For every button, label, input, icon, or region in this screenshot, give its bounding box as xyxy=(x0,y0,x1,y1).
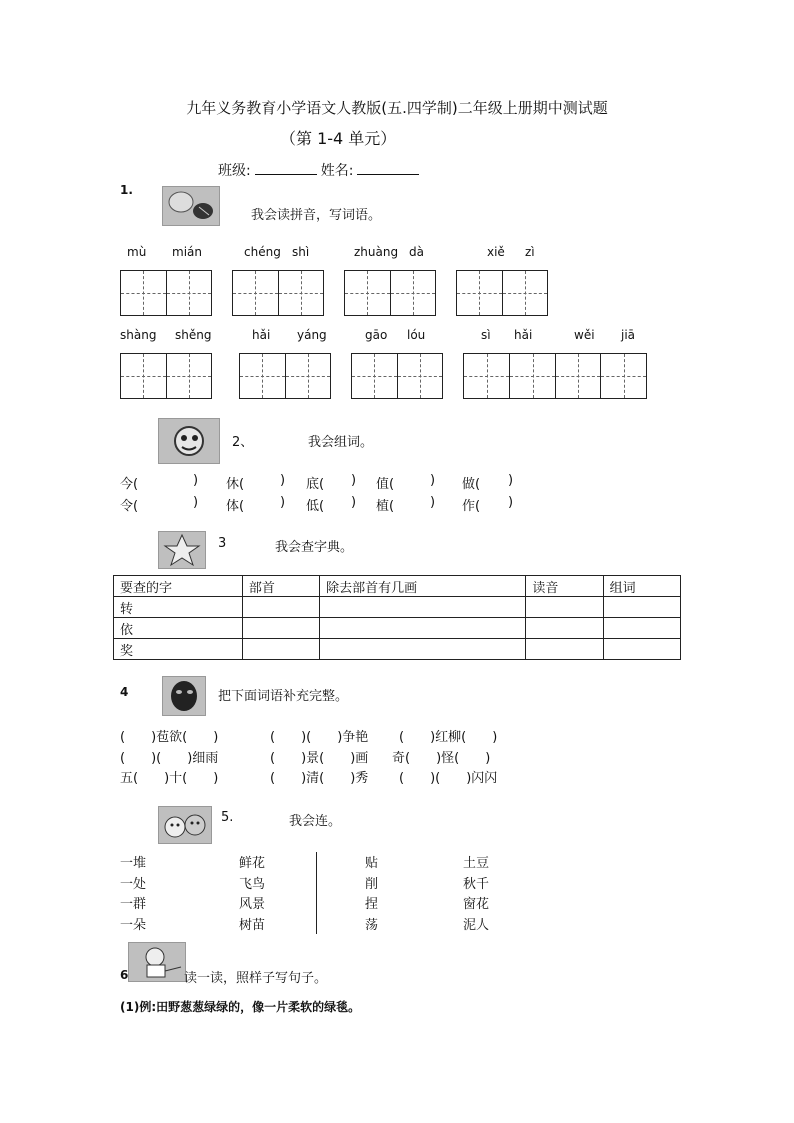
word-item: 令( xyxy=(120,499,139,514)
pinyin: sì xyxy=(481,328,491,342)
star-image xyxy=(158,531,206,569)
writing-grid[interactable] xyxy=(351,353,443,399)
q1-number: 1. xyxy=(120,183,133,197)
cartoon-image xyxy=(158,418,220,464)
word-item: 作( xyxy=(462,499,481,514)
writing-grid[interactable] xyxy=(120,353,212,399)
table-header: 除去部首有几画 xyxy=(320,576,526,597)
name-label: 姓名: xyxy=(320,163,354,179)
word-item: 体( xyxy=(226,499,245,514)
table-cell-blank[interactable] xyxy=(526,618,603,639)
table-header: 要查的字 xyxy=(114,576,243,597)
word-item: 休( xyxy=(226,477,245,492)
writing-grid[interactable] xyxy=(232,270,324,316)
word-item: ) xyxy=(430,495,436,510)
page-subtitle: （第 1-4 单元） xyxy=(280,129,397,148)
writing-grid[interactable] xyxy=(344,270,436,316)
word-item: 植( xyxy=(376,499,395,514)
match-item[interactable]: 一堆 xyxy=(120,856,147,871)
q6-instruction: 读一读，照样子写句子。 xyxy=(184,971,328,986)
idiom-blank: ( )景( )画 xyxy=(270,751,369,766)
q3-number: 3 xyxy=(218,536,227,551)
word-item: ) xyxy=(280,473,286,488)
word-item: 值( xyxy=(376,477,395,492)
pinyin: gāo xyxy=(365,328,388,342)
table-header: 读音 xyxy=(526,576,603,597)
idiom-blank: ( )( )争艳 xyxy=(270,730,369,745)
table-cell-blank[interactable] xyxy=(603,597,680,618)
q4-number: 4 xyxy=(120,685,129,699)
table-cell-char: 依 xyxy=(114,618,243,639)
table-cell-blank[interactable] xyxy=(320,618,526,639)
match-item[interactable]: 捏 xyxy=(365,897,379,912)
idiom-blank: 五( )十( ) xyxy=(120,771,219,786)
example-sentence: (1)例:田野葱葱绿绿的，像一片柔软的绿毯。 xyxy=(120,1000,361,1014)
pinyin: hǎi xyxy=(252,328,271,342)
pinyin: dà xyxy=(409,245,424,259)
word-item: 底( xyxy=(306,477,325,492)
writing-grid[interactable] xyxy=(120,270,212,316)
table-cell-blank[interactable] xyxy=(603,618,680,639)
table-cell-blank[interactable] xyxy=(320,597,526,618)
writing-grid[interactable] xyxy=(239,353,331,399)
match-item[interactable]: 削 xyxy=(365,877,379,892)
q5-number: 5. xyxy=(221,810,234,825)
pinyin: mù xyxy=(127,245,147,259)
table-cell-blank[interactable] xyxy=(603,639,680,660)
match-item[interactable]: 飞鸟 xyxy=(239,877,266,892)
q5-instruction: 我会连。 xyxy=(289,814,342,829)
q3-instruction: 我会查字典。 xyxy=(275,540,354,555)
pinyin: chéng xyxy=(244,245,281,259)
word-item: ) xyxy=(508,473,514,488)
idiom-blank: ( )清( )秀 xyxy=(270,771,369,786)
name-blank[interactable] xyxy=(357,162,419,175)
word-item: ) xyxy=(351,495,357,510)
idiom-blank: ( )( )细雨 xyxy=(120,751,219,766)
table-cell-char: 奖 xyxy=(114,639,243,660)
pinyin: yáng xyxy=(297,328,327,342)
bee-image xyxy=(162,186,220,226)
table-header: 组词 xyxy=(603,576,680,597)
q1-instruction: 我会读拼音，写词语。 xyxy=(251,208,382,223)
faces-image xyxy=(158,806,212,844)
word-item: ) xyxy=(193,495,199,510)
q6-number: 6 xyxy=(120,968,129,982)
class-label: 班级: xyxy=(218,163,251,179)
class-blank[interactable] xyxy=(255,162,317,175)
match-item[interactable]: 秋千 xyxy=(463,877,490,892)
word-item: 低( xyxy=(306,499,325,514)
table-row xyxy=(114,639,681,660)
table-cell-blank[interactable] xyxy=(320,639,526,660)
match-item[interactable]: 窗花 xyxy=(463,897,490,912)
table-cell-char: 转 xyxy=(114,597,243,618)
match-item[interactable]: 贴 xyxy=(365,856,379,871)
idiom-blank: ( )( )闪闪 xyxy=(399,771,498,786)
pinyin: jiā xyxy=(621,328,636,342)
table-cell-blank[interactable] xyxy=(526,597,603,618)
pinyin: zhuàng xyxy=(354,245,399,259)
table-row xyxy=(114,597,681,618)
column-divider xyxy=(316,852,317,934)
pinyin: zì xyxy=(525,245,535,259)
pinyin: xiě xyxy=(487,245,505,259)
match-item[interactable]: 风景 xyxy=(239,897,266,912)
word-item: ) xyxy=(430,473,436,488)
table-header-row xyxy=(114,576,681,597)
writing-grid[interactable] xyxy=(463,353,647,399)
word-item: ) xyxy=(508,495,514,510)
table-cell-blank[interactable] xyxy=(242,639,319,660)
word-item: ) xyxy=(351,473,357,488)
match-item[interactable]: 一处 xyxy=(120,877,147,892)
idiom-blank: ( )红柳( ) xyxy=(399,730,498,745)
match-item[interactable]: 鲜花 xyxy=(239,856,266,871)
table-cell-blank[interactable] xyxy=(242,597,319,618)
match-item[interactable]: 荡 xyxy=(365,918,379,933)
pinyin: lóu xyxy=(407,328,426,342)
idiom-blank: 奇( )怪( ) xyxy=(392,751,491,766)
match-item[interactable]: 一群 xyxy=(120,897,147,912)
word-item: 今( xyxy=(120,477,139,492)
class-name-line xyxy=(218,160,423,180)
dictionary-table xyxy=(113,575,681,660)
page-title: 九年义务教育小学语文人教版(五.四学制)二年级上册期中测试题 xyxy=(186,99,608,117)
pinyin: mián xyxy=(172,245,202,259)
word-item: 做( xyxy=(462,477,481,492)
table-header: 部首 xyxy=(242,576,319,597)
reading-child-image xyxy=(128,942,186,982)
pinyin: wěi xyxy=(574,328,595,342)
match-item[interactable]: 泥人 xyxy=(463,918,490,933)
table-cell-blank[interactable] xyxy=(526,639,603,660)
q2-number: 2、 xyxy=(232,435,254,450)
writing-grid[interactable] xyxy=(456,270,548,316)
mask-image xyxy=(162,676,206,716)
table-cell-blank[interactable] xyxy=(242,618,319,639)
match-item[interactable]: 一朵 xyxy=(120,918,147,933)
word-item: ) xyxy=(193,473,199,488)
q2-instruction: 我会组词。 xyxy=(308,435,374,450)
q4-instruction: 把下面词语补充完整。 xyxy=(218,689,349,704)
pinyin: hǎi xyxy=(514,328,533,342)
match-item[interactable]: 土豆 xyxy=(463,856,490,871)
word-item: ) xyxy=(280,495,286,510)
table-row xyxy=(114,618,681,639)
match-item[interactable]: 树苗 xyxy=(239,918,266,933)
pinyin: shì xyxy=(292,245,310,259)
pinyin: shàng xyxy=(120,328,157,342)
idiom-blank: ( )苞欲( ) xyxy=(120,730,219,745)
pinyin: shěng xyxy=(175,328,212,342)
